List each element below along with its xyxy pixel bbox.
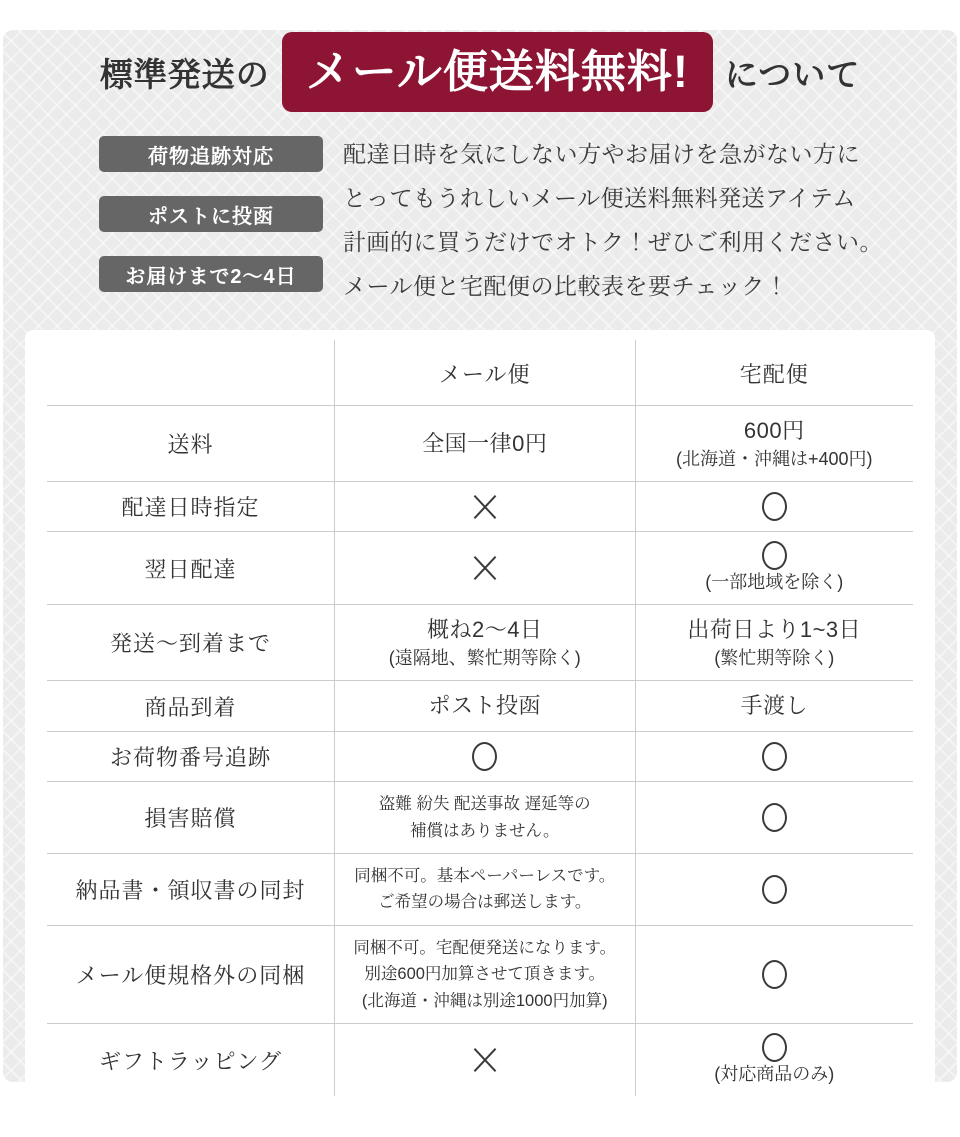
row-label: 送料 xyxy=(47,406,335,482)
header-mail-service: メール便 xyxy=(335,340,636,406)
feature-badge-2: お届けまで2〜4日 xyxy=(99,256,323,292)
row-label: 商品到着 xyxy=(47,681,335,732)
cell-note-text: (繁忙期等除く) xyxy=(714,648,835,669)
feature-badge-1: ポストに投函 xyxy=(99,196,323,232)
courier-service-cell xyxy=(635,732,913,782)
circle-icon xyxy=(472,742,497,771)
courier-service-cell xyxy=(635,605,913,681)
description-line: とってもうれしいメール便送料無料発送アイテム xyxy=(343,185,856,211)
row-label: 発送〜到着まで xyxy=(47,605,335,681)
cell-main-text: 全国一律0円 xyxy=(422,430,548,456)
cell-note-text: (北海道・沖縄は+400円) xyxy=(675,448,873,469)
table-row xyxy=(47,854,913,926)
mail-service-cell xyxy=(335,732,636,782)
mail-service-cell xyxy=(335,782,636,854)
table-row xyxy=(47,406,913,482)
feature-badge-0: 荷物追跡対応 xyxy=(99,136,323,172)
table-row xyxy=(47,532,913,605)
courier-service-cell xyxy=(635,406,913,482)
row-label: メール便規格外の同梱 xyxy=(47,925,335,1023)
description-line: 計画的に買うだけでオトク！ぜひご利用ください。 xyxy=(343,229,884,255)
table-row xyxy=(47,681,913,732)
cross-icon xyxy=(472,1046,498,1074)
courier-service-cell xyxy=(635,681,913,732)
circle-icon xyxy=(762,492,787,521)
row-label: ギフトラッピング xyxy=(47,1023,335,1096)
cell-main-text: 手渡し xyxy=(740,693,808,719)
table-row xyxy=(47,782,913,854)
row-label: 納品書・領収書の同封 xyxy=(47,854,335,926)
table-row xyxy=(47,605,913,681)
table-row xyxy=(47,732,913,782)
mail-service-cell xyxy=(335,1023,636,1096)
circle-icon xyxy=(762,1033,787,1062)
comparison-table xyxy=(47,340,913,1096)
circle-icon xyxy=(762,541,787,570)
intro-description xyxy=(343,132,883,308)
title-prefix: 標準発送の xyxy=(99,55,270,93)
table-row xyxy=(47,925,913,1023)
row-label: 損害賠償 xyxy=(47,782,335,854)
circle-icon xyxy=(762,803,787,832)
circle-icon xyxy=(762,960,787,989)
row-label: お荷物番号追跡 xyxy=(47,732,335,782)
courier-service-cell xyxy=(635,532,913,605)
free-shipping-badge: メール便送料無料! xyxy=(282,32,713,112)
mail-service-cell xyxy=(335,681,636,732)
cross-icon xyxy=(472,493,498,521)
cross-icon xyxy=(472,554,498,582)
courier-service-cell xyxy=(635,782,913,854)
shipping-info-panel xyxy=(3,30,957,1082)
cell-small-text: 同梱不可。基本ペーパーレスです。 ご希望の場合は郵送します。 xyxy=(354,867,616,912)
cell-main-text: 概ね2〜4日 xyxy=(427,617,543,643)
cell-note-text: (遠隔地、繁忙期等除く) xyxy=(388,648,581,669)
description-line: 配達日時を気にしない方やお届けを急がない方に xyxy=(343,141,860,167)
description-line: メール便と宅配便の比較表を要チェック！ xyxy=(343,273,789,299)
table-row xyxy=(47,1023,913,1096)
header-empty xyxy=(47,340,335,406)
courier-service-cell xyxy=(635,854,913,926)
mail-service-cell xyxy=(335,605,636,681)
cell-main-text: 600円 xyxy=(743,418,805,443)
mail-service-cell xyxy=(335,406,636,482)
row-label: 翌日配達 xyxy=(47,532,335,605)
cell-main-text: ポスト投函 xyxy=(428,693,541,719)
mail-service-cell xyxy=(335,482,636,532)
circle-icon xyxy=(762,742,787,771)
table-row xyxy=(47,482,913,532)
intro-section xyxy=(3,114,957,308)
cell-note-text: (一部地域を除く) xyxy=(705,572,844,593)
row-label: 配達日時指定 xyxy=(47,482,335,532)
page-title xyxy=(3,30,957,114)
comparison-table-body xyxy=(47,406,913,1097)
mail-service-cell xyxy=(335,925,636,1023)
cell-main-text: 出荷日より1~3日 xyxy=(687,617,862,643)
circle-icon xyxy=(762,875,787,904)
cell-small-text: 盗難 紛失 配送事故 遅延等の 補償はありません。 xyxy=(378,795,591,840)
cell-small-text: 同梱不可。宅配便発送になります。 別途600円加算させて頂きます。 (北海道・沖縄は別途1000円加算) xyxy=(353,938,617,1010)
mail-service-cell xyxy=(335,532,636,605)
feature-badge-list xyxy=(99,136,323,308)
header-courier-service: 宅配便 xyxy=(635,340,913,406)
mail-service-cell xyxy=(335,854,636,926)
comparison-card xyxy=(25,330,935,1110)
courier-service-cell xyxy=(635,482,913,532)
table-header-row xyxy=(47,340,913,406)
courier-service-cell xyxy=(635,1023,913,1096)
cell-note-text: (対応商品のみ) xyxy=(714,1063,835,1084)
title-suffix: について xyxy=(724,55,861,93)
courier-service-cell xyxy=(635,925,913,1023)
